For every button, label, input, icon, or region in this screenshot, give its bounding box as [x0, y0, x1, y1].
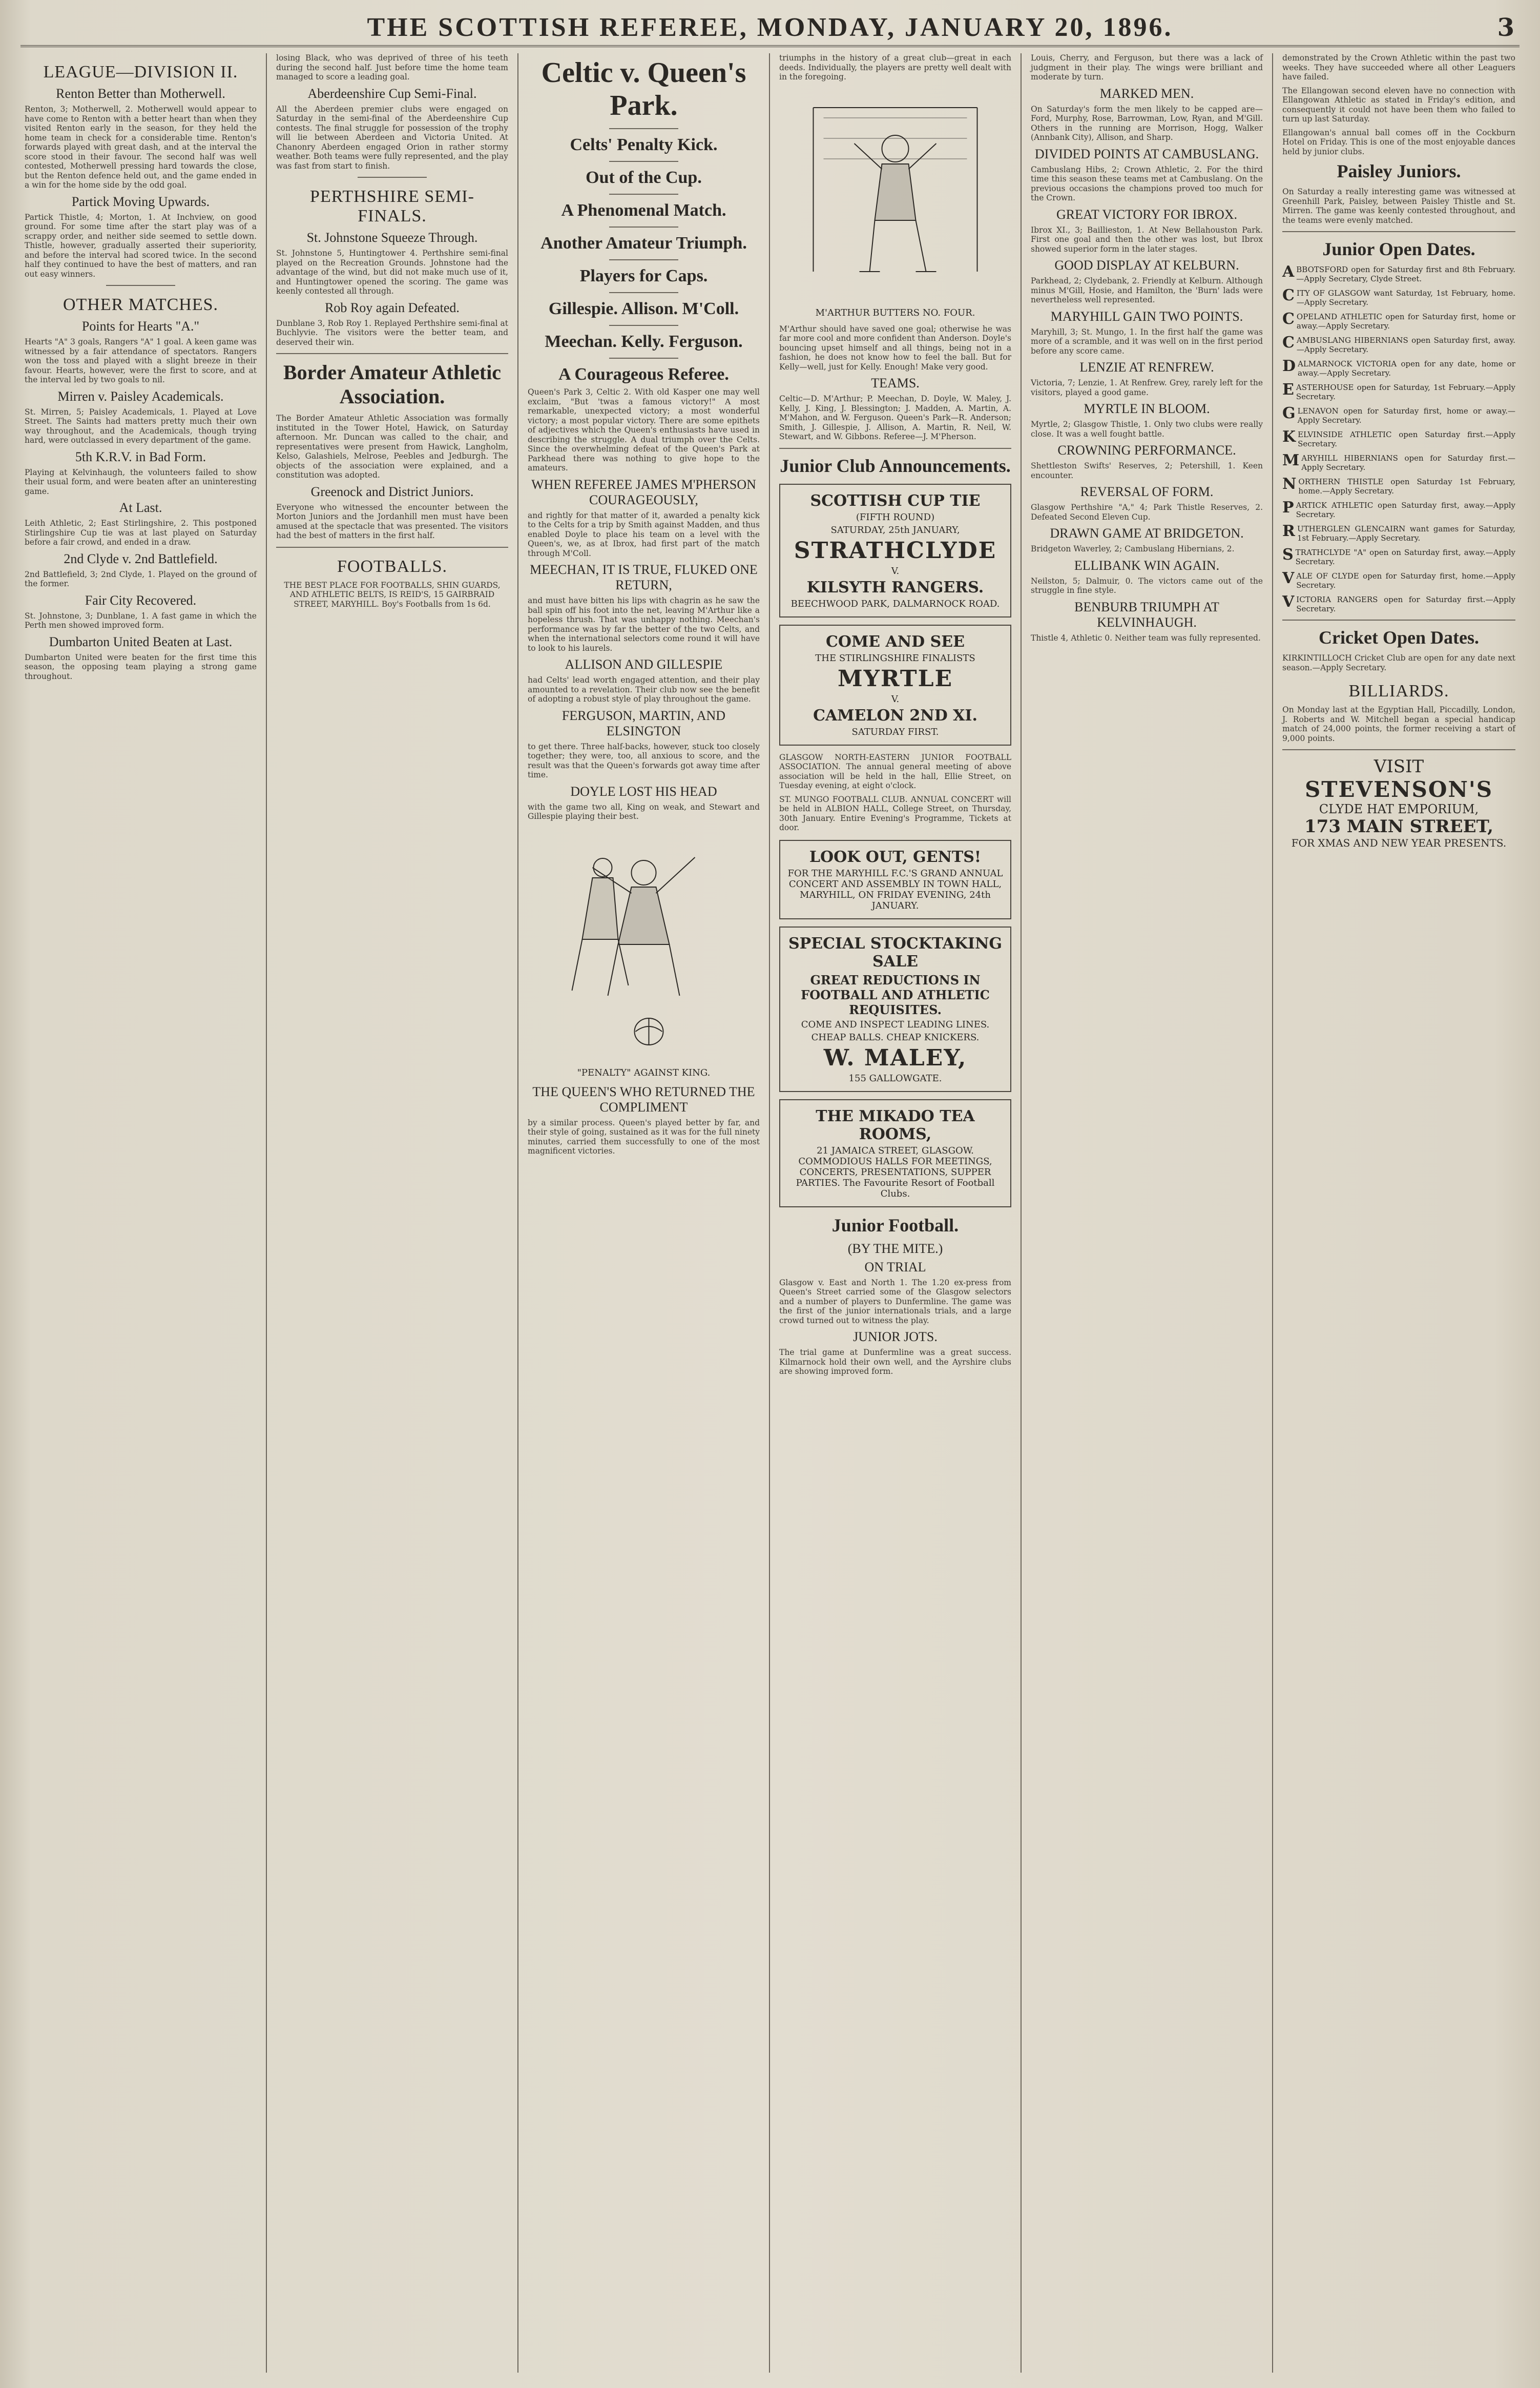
stevenson-ad: [1282, 756, 1515, 849]
subheading: TEAMS.: [871, 376, 920, 390]
article-text: Neilston, 5; Dalmuir, 0. The victors came out of the struggle in fine style.: [1031, 576, 1263, 595]
subheading: REVERSAL OF FORM.: [1080, 484, 1214, 499]
article-text: St. Johnstone, 3; Dunblane, 1. A fast game in which the Perth men showed improved form.: [25, 611, 257, 630]
subheading: Another Amateur Triumph.: [540, 234, 747, 253]
advertisement: KIRKINTILLOCH Cricket Club are open for any date next season.—Apply Secretary.: [1282, 653, 1515, 672]
subheading: Partick Moving Upwards.: [71, 194, 210, 209]
advertisement: THE BEST PLACE FOR FOOTBALLS, SHIN GUARDS, AND ATHLETIC BELTS, IS REID'S, 15 GAIRBRAID STREET, MARYHILL. Boy's Footballs from 1s 6d.: [284, 580, 501, 609]
article-text: 2nd Battlefield, 3; 2nd Clyde, 1. Played on the ground of the former.: [25, 569, 257, 588]
advertisement: GLASGOW NORTH-EASTERN JUNIOR FOOTBALL ASSOCIATION. The annual general meeting of above association will be held in the hall, Ellie Street, on Tuesday evening, at eight o'clock.: [779, 752, 1011, 790]
article-text: with the game two all, King on weak, and Stewart and Gillespie playing their best.: [528, 802, 760, 821]
drop-cap: D: [1282, 357, 1296, 375]
subheading: THE QUEEN'S WHO RETURNED THE COMPLIMENT: [532, 1084, 755, 1115]
subheading: GREAT VICTORY FOR IBROX.: [1056, 207, 1237, 222]
subheading: Rob Roy again Defeated.: [325, 300, 460, 315]
divider: [609, 259, 679, 260]
subheading: Points for Hearts "A.": [81, 319, 200, 334]
open-date-entry: [1282, 265, 1515, 283]
ad-line: FOR THE MARYHILL F.C.'S GRAND ANNUAL CONCERT AND ASSEMBLY IN TOWN HALL, MARYHILL, ON FRIDAY EVENING, 24th JANUARY.: [787, 868, 1003, 911]
entry-text: ORTHERN THISTLE open Saturday 1st February, home.—Apply Secretary.: [1298, 477, 1515, 496]
open-date-entry: [1282, 524, 1515, 543]
heading: Junior Club Announcements.: [780, 455, 1011, 476]
divider: [609, 128, 679, 129]
subheading: Aberdeenshire Cup Semi-Final.: [307, 86, 477, 101]
subheading: MARYHILL GAIN TWO POINTS.: [1050, 308, 1243, 324]
subheading: Fair City Recovered.: [85, 592, 197, 608]
open-dates-list: [1282, 265, 1515, 613]
article-text: to get there. Three half-backs, however, stuck too closely together; they were, too, all anxious to score, and the result was that the Queen's forwards got away time after time.: [528, 742, 760, 779]
article-text: Louis, Cherry, and Ferguson, but there was a lack of judgment in their play. The wings were brilliant and moderate by turn.: [1031, 53, 1263, 81]
article-text: On Saturday's form the men likely to be capped are—Ford, Murphy, Rose, Barrowman, Low, Ryan, and M'Gill. Others in the running are Morrison, Hogg, Walker (Annbank City), Allison, and Sharp.: [1031, 104, 1263, 142]
subheading: GOOD DISPLAY AT KELBURN.: [1054, 258, 1239, 273]
illustration-caption: M'ARTHUR BUTTERS NO. FOUR.: [815, 307, 975, 318]
divider: [609, 161, 679, 162]
drop-cap: A: [1282, 263, 1295, 281]
subheading: Celts' Penalty Kick.: [570, 135, 718, 154]
heading: OTHER MATCHES.: [63, 295, 219, 314]
ad-line: SATURDAY FIRST.: [851, 726, 939, 737]
ad-line: W. MALEY,: [823, 1044, 967, 1071]
subheading: Out of the Cup.: [586, 168, 702, 187]
heading: Paisley Juniors.: [1337, 161, 1461, 181]
mikado-ad: [779, 1099, 1011, 1207]
page-number: 3: [1497, 13, 1514, 42]
article-text: Victoria, 7; Lenzie, 1. At Renfrew. Grey, rarely left for the visitors, played a good game.: [1031, 378, 1263, 397]
article-text: Bridgeton Waverley, 2; Cambuslang Hibernians, 2.: [1031, 544, 1235, 553]
heading: BILLIARDS.: [1348, 682, 1449, 701]
ad-line: BEECHWOOD PARK, DALMARNOCK ROAD.: [790, 598, 1000, 609]
column-2: [267, 53, 518, 2373]
article-text: Dunblane 3, Rob Roy 1. Replayed Perthshire semi-final at Buchlyvie. The visitors were the better team, and deserved their win.: [276, 318, 508, 347]
ad-line: CLYDE HAT EMPORIUM,: [1319, 802, 1479, 816]
subheading: MEECHAN, IT IS TRUE, FLUKED ONE RETURN,: [530, 562, 758, 592]
open-date-entry: [1282, 336, 1515, 354]
article-text: Playing at Kelvinhaugh, the volunteers failed to show their usual form, and were beaten after an uninteresting game.: [25, 467, 257, 496]
goalkeeper-illustration: [779, 87, 1011, 302]
article-text: M'Arthur should have saved one goal; otherwise he was far more cool and more confident than Anderson. Doyle's bouncing upset himself and all things, being not in a fashion, he does not know how to feel the ball. But for Kelly—well, just for Kelly. Enough! Make very good.: [779, 324, 1011, 372]
subheading: (BY THE MITE.): [847, 1241, 943, 1256]
subheading: Renton Better than Motherwell.: [56, 86, 225, 101]
heading: PERTHSHIRE SEMI-FINALS.: [310, 187, 474, 225]
drop-cap: C: [1282, 310, 1295, 328]
subheading: At Last.: [119, 500, 162, 515]
entry-text: ITY OF GLASGOW want Saturday, 1st February, home.—Apply Secretary.: [1296, 289, 1515, 307]
divider: [1282, 749, 1515, 750]
article-text: The trial game at Dunfermline was a great success. Kilmarnock hold their own well, and the Ayrshire clubs are showing improved form.: [779, 1348, 1011, 1376]
article-text: On Saturday a really interesting game was witnessed at Greenhill Park, Paisley, between Paisley Thistle and St. Mirren. The game was keenly contested throughout, and the teams were evenly matched.: [1282, 187, 1515, 225]
heading: Junior Open Dates.: [1322, 239, 1475, 259]
ad-line: COME AND INSPECT LEADING LINES.: [801, 1019, 990, 1030]
masthead-title: THE SCOTTISH REFEREE, MONDAY, JANUARY 20, 1896.: [367, 12, 1173, 42]
article-text: Everyone who witnessed the encounter between the Morton Juniors and the Jordanhill men must have been amused at the spectacle that was presented. The visitors had the best of matters in the first half.: [276, 502, 508, 540]
article-text: The Border Amateur Athletic Association was formally instituted in the Tower Hotel, Hawick, on Saturday afternoon. Mr. Duncan was called to the chair, and representatives were present from Hawick, Langholm, Kelso, Galashiels, Melrose, Peebles and Jedburgh. The objects of the association were explained, and a constitution was adopted.: [276, 414, 508, 480]
divider: [276, 353, 508, 354]
columns: [15, 53, 1525, 2373]
subheading: Dumbarton United Beaten at Last.: [49, 634, 233, 649]
masthead: [20, 9, 1520, 47]
open-date-entry: [1282, 548, 1515, 566]
entry-text: ARTICK ATHLETIC open Saturday first, away.—Apply Secretary.: [1296, 501, 1515, 519]
subheading: Meechan. Kelly. Ferguson.: [545, 332, 743, 351]
ad-line: GREAT REDUCTIONS IN FOOTBALL AND ATHLETIC REQUISITES.: [801, 972, 990, 1017]
open-date-entry: [1282, 451, 1515, 472]
ad-line: STRATHCLYDE: [794, 537, 997, 564]
ad-line: 155 GALLOWGATE.: [848, 1073, 942, 1084]
divider: [609, 194, 679, 195]
divider: [106, 285, 176, 286]
maley-sale-ad: [779, 927, 1011, 1092]
open-date-entry: [1282, 383, 1515, 401]
ad-line: SATURDAY, 25th JANUARY,: [830, 524, 960, 536]
ad-line: MYRTLE: [837, 665, 953, 692]
article-text: had Celts' lead worth engaged attention, and their play amounted to a revelation. Their club now see the benefit of adopting a robust style of play throughout the game.: [528, 675, 760, 704]
article-text: Queen's Park 3, Celtic 2. With old Kasper one may well exclaim, "But 'twas a famous victory!" A most remarkable, unexpected victory; a most wonderful victory; a most popular victory. There are some epithets of adjectives which the Queen's enthusiasts have used in describing the struggle. A dual triumph over the Celts. Since the overwhelming defeat of the Queen's Park at Parkhead there was nothing to give hope to the amateurs.: [528, 387, 760, 472]
open-date-entry: [1282, 595, 1515, 613]
drop-cap: E: [1282, 381, 1294, 399]
illustration-caption: "PENALTY" AGAINST KING.: [577, 1067, 711, 1078]
article-text: St. Johnstone 5, Huntingtower 4. Perthshire semi-final played on the Recreation Grounds. Johnstone had the advantage of the wind, but did not make much use of it, and Huntingtower opened the scoring. The game was keenly contested all through.: [276, 249, 508, 296]
ad-line: (FIFTH ROUND): [856, 511, 935, 523]
entry-text: BBOTSFORD open for Saturday first and 8th February.—Apply Secretary, Clyde Street.: [1296, 265, 1515, 283]
article-text: Shettleston Swifts' Reserves, 2; Petershill, 1. Keen encounter.: [1031, 461, 1263, 480]
entry-text: ICTORIA RANGERS open for Saturday first.—Apply Secretary.: [1296, 595, 1515, 613]
divider: [609, 358, 679, 359]
article-text: St. Mirren, 5; Paisley Academicals, 1. Played at Love Street. The Saints had matters pretty much their own way throughout, and the Academicals, though trying hard, were outclassed in every department of the game.: [25, 407, 257, 445]
subheading: WHEN REFEREE JAMES M'PHERSON COURAGEOUSLY,: [531, 477, 756, 507]
article-text: Ibrox XI., 3; Baillieston, 1. At New Bellahouston Park. First one goal and then the other was lost, but Ibrox showed superior form in the later stages.: [1031, 225, 1263, 254]
divider: [609, 325, 679, 326]
drop-cap: V: [1282, 593, 1295, 611]
article-text: demonstrated by the Crown Athletic within the past two weeks. They have succeeded where all other Leaguers have failed.: [1282, 53, 1515, 81]
drop-cap: C: [1282, 286, 1295, 304]
ad-line: 173 MAIN STREET,: [1304, 816, 1493, 837]
divider: [276, 547, 508, 548]
heading: Border Amateur Athletic Association.: [283, 361, 502, 408]
drop-cap: V: [1282, 569, 1295, 587]
subheading: Players for Caps.: [579, 266, 708, 285]
article-text: Myrtle, 2; Glasgow Thistle, 1. Only two clubs were really close. It was a well fought battle.: [1031, 420, 1263, 439]
article-text: The Ellangowan second eleven have no connection with Ellangowan Athletic as stated in Friday's edition, and consequently it could not have been them who failed to turn up last Saturday.: [1282, 86, 1515, 123]
open-date-entry: [1282, 477, 1515, 496]
ad-line: LOOK OUT, GENTS!: [809, 848, 982, 866]
article-text: Renton, 3; Motherwell, 2. Motherwell would appear to have come to Renton with a better heart than when they visited Renton early in the season, for they held the home team in check for a considerable time. Renton's forwards played with great dash, and at the interval the score stood in their favour. The second half was well contested, Motherwell pressing hard towards the close, but the Renton defence held out, and the game ended in a win for the home side by the odd goal.: [25, 105, 257, 190]
open-date-entry: [1282, 571, 1515, 590]
advertisement: ST. MUNGO FOOTBALL CLUB. ANNUAL CONCERT will be held in ALBION HALL, College Street, on Thursday, 30th January. Entire Evening's Programme, Tickets at door.: [779, 794, 1011, 832]
heading: Cricket Open Dates.: [1319, 627, 1479, 648]
subheading: Greenock and District Juniors.: [310, 484, 474, 499]
open-date-entry: [1282, 501, 1515, 519]
open-date-entry: [1282, 430, 1515, 448]
subheading: LENZIE AT RENFREW.: [1079, 360, 1214, 375]
article-text: Glasgow Perthshire "A," 4; Park Thistle Reserves, 2. Defeated Second Eleven Cup.: [1031, 503, 1263, 522]
main-headline: Celtic v. Queen's Park.: [541, 57, 746, 121]
article-text: Hearts "A" 3 goals, Rangers "A" 1 goal. A keen game was witnessed by a fair attendance of spectators. Rangers won the toss and played with a slight breeze in their favour. Hearts, however, were the first to score, and at the interval led by two goals to nil.: [25, 337, 257, 384]
divider: [609, 292, 679, 293]
article-text: All the Aberdeen premier clubs were engaged on Saturday in the semi-final of the Aberdeenshire Cup contests. The final struggle for possession of the trophy will lie between Aberdeen and Victoria United. At Chanonry Aberdeen engaged Orion in rather stormy weather. Both teams were fully represented, and the play was fast from start to finish.: [276, 104, 508, 171]
column-6: [1273, 53, 1525, 2373]
subheading: A Courageous Referee.: [558, 365, 729, 384]
subheading: BENBURB TRIUMPH AT KELVINHAUGH.: [1074, 599, 1219, 630]
divider: [609, 227, 679, 228]
ad-line: THE STIRLINGSHIRE FINALISTS: [815, 652, 975, 664]
divider: [779, 448, 1011, 449]
subheading: CROWNING PERFORMANCE.: [1057, 443, 1236, 458]
subheading: A Phenomenal Match.: [561, 201, 726, 220]
subheading: Mirren v. Paisley Academicals.: [57, 388, 224, 404]
article-text: Glasgow v. East and North 1. The 1.20 ex-press from Queen's Street carried some of the Glasgow selectors and a number of players to Dunfermline. The game was the first of the junior internationals trials, and a large crowd turned out to witness the play.: [779, 1278, 1011, 1325]
article-text: Thistle 4, Athletic 0. Neither team was fully represented.: [1031, 633, 1261, 643]
subheading: 2nd Clyde v. 2nd Battlefield.: [64, 551, 218, 566]
open-date-entry: [1282, 286, 1515, 307]
drop-cap: R: [1282, 522, 1295, 540]
myrtle-ad: [779, 625, 1011, 746]
subheading: DIVIDED POINTS AT CAMBUSLANG.: [1034, 146, 1259, 161]
drop-cap: N: [1282, 475, 1297, 493]
subheading: DRAWN GAME AT BRIDGETON.: [1050, 526, 1244, 541]
cup-tie-ad: [779, 484, 1011, 617]
subheading: FERGUSON, MARTIN, AND ELSINGTON: [561, 708, 726, 738]
ad-line: FOR XMAS AND NEW YEAR PRESENTS.: [1291, 837, 1507, 849]
drop-cap: G: [1282, 404, 1296, 422]
ad-line: V.: [891, 565, 900, 577]
article-text: and rightly for that matter of it, awarded a penalty kick to the Celts for a trip by Smith against Madden, and thus enabled Doyle to place his team on a level with the Queen's, we, as at Ibrox, had first part of the match through M'Coll.: [528, 510, 760, 558]
subheading: DOYLE LOST HIS HEAD: [570, 784, 717, 799]
entry-text: ELVINSIDE ATHLETIC open Saturday first.—Apply Secretary.: [1298, 430, 1515, 448]
subheading: ON TRIAL: [864, 1259, 926, 1274]
ad-line: SPECIAL STOCKTAKING SALE: [788, 934, 1002, 971]
article-text: by a similar process. Queen's played better by far, and their style of going, sustained as it was for the full ninety minutes, carried them successfully to one of the most magnificent victories.: [528, 1118, 760, 1156]
article-text: Leith Athletic, 2; East Stirlingshire, 2. This postponed Stirlingshire Cup tie was at last played on Saturday before a fair crowd, and ended in a draw.: [25, 519, 257, 547]
penalty-illustration: [528, 827, 760, 1062]
subheading: JUNIOR JOTS.: [853, 1329, 938, 1344]
entry-text: AMBUSLANG HIBERNIANS open Saturday first, away.—Apply Secretary.: [1296, 336, 1515, 354]
article-text: Parkhead, 2; Clydebank, 2. Friendly at Kelburn. Although minus M'Gill, Hosie, and Hamilton, the 'Burn' lads were nevertheless well represented.: [1031, 276, 1263, 304]
article-text: On Monday last at the Egyptian Hall, Piccadilly, London, J. Roberts and W. Mitchell began a special handicap match of 24,000 points, the former receiving a start of 9,000 points.: [1282, 705, 1515, 743]
ad-line: SCOTTISH CUP TIE: [810, 491, 981, 510]
ad-line: CHEAP BALLS. CHEAP KNICKERS.: [811, 1032, 980, 1043]
entry-text: ARYHILL HIBERNIANS open for Saturday first.—Apply Secretary.: [1301, 454, 1515, 472]
ad-line: 21 JAMAICA STREET, GLASGOW. COMMODIOUS HALLS FOR MEETINGS, CONCERTS, PRESENTATIONS, SUPPER PARTIES. The Favourite Resort of Football Clubs.: [796, 1145, 995, 1199]
article-text: losing Black, who was deprived of three of his teeth during the second half. Just before time the home team managed to score a leading goal.: [276, 53, 508, 81]
maryhill-concert-ad: [779, 840, 1011, 919]
article-text: triumphs in the history of a great club—great in each deeds. Individually, the players are pretty well dealt with in the foregoing.: [779, 53, 1011, 81]
entry-text: OPELAND ATHLETIC open for Saturday first, home or away.—Apply Secretary.: [1296, 312, 1515, 331]
entry-text: TRATHCLYDE "A" open on Saturday first, away.—Apply Secretary.: [1295, 548, 1515, 566]
article-text: Partick Thistle, 4; Morton, 1. At Inchview, on good ground. For some time after the start play was of a scrappy order, and neither side seemed to settle down. Thistle, however, gradually asserted their superiority, and before the interval had scored twice. In the second half they continued to have the best of matters, and ran out easy winners.: [25, 212, 257, 279]
subheading: Gillespie. Allison. M'Coll.: [548, 299, 739, 318]
column-1: [15, 53, 267, 2373]
open-date-entry: [1282, 312, 1515, 331]
divider: [1282, 231, 1515, 232]
divider: [358, 177, 427, 178]
heading: LEAGUE—DIVISION II.: [43, 63, 238, 81]
ad-line: V.: [891, 693, 900, 705]
drop-cap: K: [1282, 428, 1296, 446]
subheading: St. Johnstone Squeeze Through.: [306, 230, 478, 245]
column-4: [770, 53, 1022, 2373]
subheading: ALLISON AND GILLESPIE: [565, 657, 723, 672]
drop-cap: S: [1282, 546, 1294, 564]
subheading: MARKED MEN.: [1099, 86, 1194, 101]
ad-line: CAMELON 2ND XI.: [813, 706, 977, 725]
article-text: and must have bitten his lips with chagrin as he saw the ball spin off his foot into the net, leaving M'Arthur like a hopeless thrush. That was unhappy nothing. Meechan's performance was by far the better of the two Celts, and when the international selectors come round it will have to look to his laurels.: [528, 596, 760, 653]
divider: [1282, 620, 1515, 621]
ad-line: KILSYTH RANGERS.: [806, 578, 984, 596]
column-3: [518, 53, 770, 2373]
article-text: Dumbarton United were beaten for the first time this season, the opposing team playing a strong game throughout.: [25, 652, 257, 681]
article-text: Maryhill, 3; St. Mungo, 1. In the first half the game was more of a scramble, and it was well on in the first period before any score came.: [1031, 327, 1263, 356]
entry-text: ALE OF CLYDE open for Saturday first, home.—Apply Secretary.: [1296, 571, 1515, 590]
heading: Junior Football.: [831, 1214, 959, 1236]
entry-text: ALMARNOCK VICTORIA open for any date, home or away.—Apply Secretary.: [1298, 359, 1515, 378]
open-date-entry: [1282, 406, 1515, 425]
drop-cap: C: [1282, 334, 1295, 352]
subheading: ELLIBANK WIN AGAIN.: [1074, 558, 1220, 573]
open-date-entry: [1282, 359, 1515, 378]
entry-text: UTHERGLEN GLENCAIRN want games for Saturday, 1st February.—Apply Secretary.: [1297, 524, 1515, 543]
article-text: Ellangowan's annual ball comes off in the Cockburn Hotel on Friday. This is one of the most enjoyable dances held by junior clubs.: [1282, 128, 1515, 156]
entry-text: ASTERHOUSE open for Saturday, 1st February.—Apply Secretary.: [1296, 383, 1515, 401]
teams-text: Celtic—D. M'Arthur; P. Meechan, D. Doyle, W. Maley, J. Kelly, J. King, J. Blessington; J. Madden, A. Martin, A. M'Mahon, and W. Ferguson. Queen's Park—R. Anderson; Smith, J. Gillespie, J. Allison, A. Martin, R. Neil, W. Stewart, and W. Gibbons. Referee—J. M'Pherson.: [779, 394, 1011, 441]
heading: FOOTBALLS.: [337, 557, 447, 576]
ad-line: STEVENSON'S: [1304, 777, 1493, 802]
entry-text: LENAVON open for Saturday first, home or away.—Apply Secretary.: [1297, 406, 1515, 425]
column-5: [1022, 53, 1273, 2373]
ad-line: COME AND SEE: [825, 632, 965, 651]
subheading: MYRTLE IN BLOOM.: [1084, 401, 1210, 416]
article-text: Cambuslang Hibs, 2; Crown Athletic, 2. For the third time this season these teams met at Cambuslang. On the previous occasions the champions proved too much for the Crown.: [1031, 164, 1263, 202]
ad-line: VISIT: [1373, 756, 1424, 777]
ad-line: THE MIKADO TEA ROOMS,: [816, 1107, 975, 1143]
subheading: 5th K.R.V. in Bad Form.: [75, 449, 206, 464]
drop-cap: P: [1282, 499, 1294, 517]
drop-cap: M: [1282, 451, 1300, 469]
